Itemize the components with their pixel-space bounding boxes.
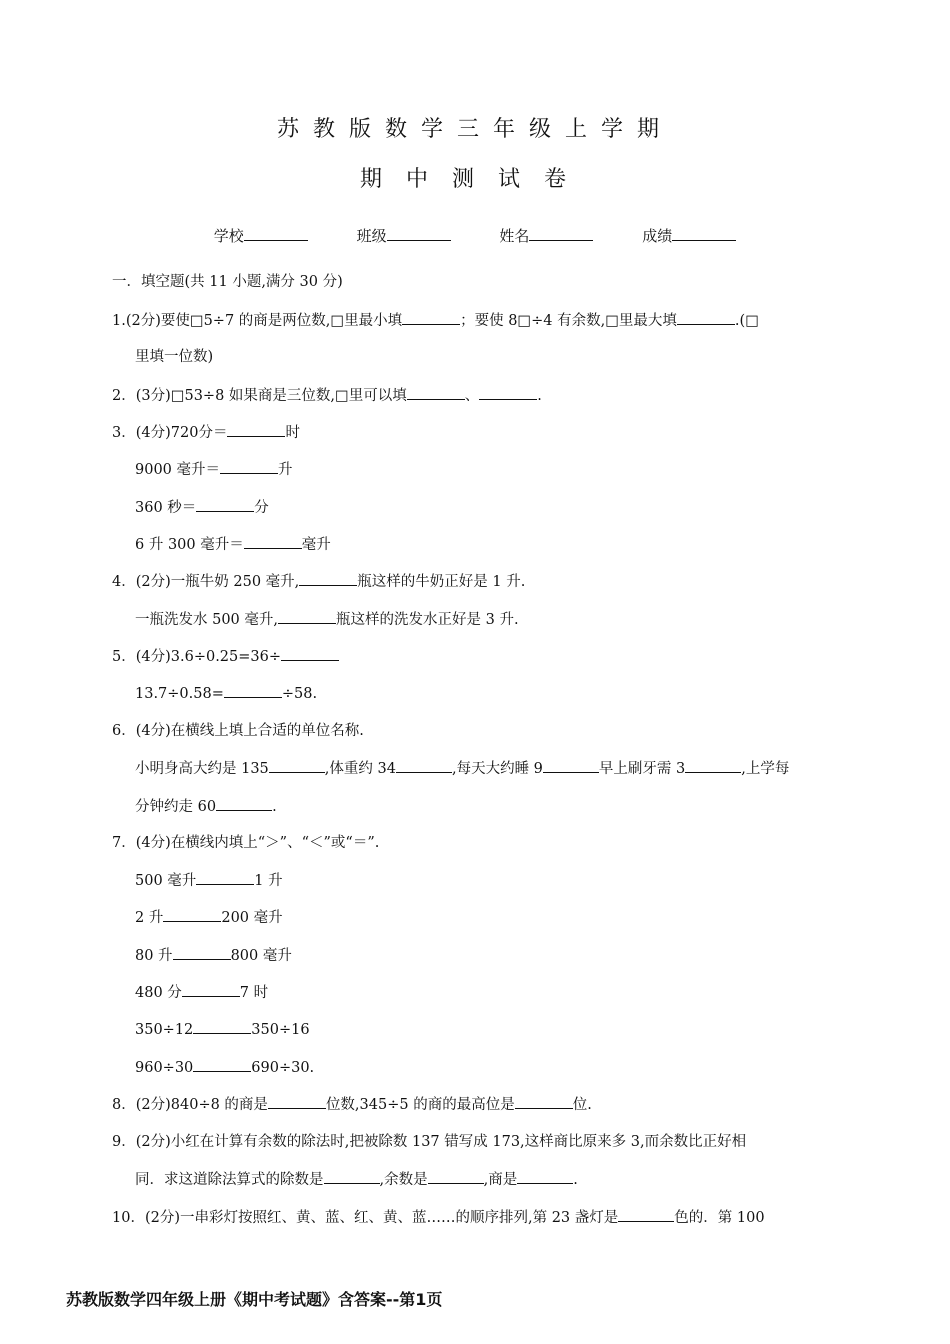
- question-8: 8．(2分)840÷8 的商是 位数,345÷5 的商的最高位是 位.: [112, 1094, 592, 1115]
- question-9-continued: 同．求这道除法算式的除数是 ,余数是 ,商是 .: [135, 1169, 578, 1190]
- question-3-part-c: 360 秒＝ 分: [135, 497, 269, 518]
- answer-blank: [173, 945, 231, 960]
- page-footer: 苏教版数学四年级上册《期中考试题》含答案--第1页: [66, 1290, 443, 1309]
- question-7-item: 960÷30 690÷30.: [135, 1057, 314, 1078]
- answer-blank: [196, 497, 254, 512]
- answer-blank: [517, 1169, 573, 1184]
- answer-blank: [244, 534, 302, 549]
- answer-blank: [299, 571, 357, 586]
- title-line-1: 苏教版数学三年级上学期: [276, 117, 673, 142]
- answer-blank: [224, 683, 282, 698]
- question-1-continued: 里填一位数): [135, 349, 214, 365]
- answer-blank: [515, 1094, 573, 1109]
- answer-blank: [193, 1019, 251, 1034]
- question-6-line-3: 分钟约走 60 .: [135, 796, 277, 817]
- question-9: 9．(2分)小红在计算有余数的除法时,把被除数 137 错写成 173,这样商比原来多 3,而余数比正好相: [112, 1134, 747, 1150]
- question-3: 3．(4分)720分＝ 时: [112, 422, 300, 443]
- question-2: 2．(3分)□53÷8 如果商是三位数,□里可以填 、 .: [112, 385, 542, 406]
- answer-blank: [193, 1057, 251, 1072]
- answer-blank: [324, 1169, 380, 1184]
- answer-blank: [281, 646, 339, 661]
- answer-blank: [543, 758, 599, 773]
- question-7-item: 480 分 7 时: [135, 982, 268, 1003]
- answer-blank: [402, 310, 460, 325]
- question-1: 1.(2分)要使□5÷7 的商是两位数,□里最小填 ；要使 8□÷4 有余数,□里最大填 .(□: [112, 310, 759, 331]
- school-blank: [244, 228, 308, 241]
- answer-blank: [182, 982, 240, 997]
- question-5: 5．(4分)3.6÷0.25=36÷: [112, 646, 339, 667]
- question-7-item: 350÷12 350÷16: [135, 1019, 310, 1040]
- student-info-row: [0, 225, 950, 246]
- answer-blank: [407, 385, 465, 400]
- school-field: 学校: [214, 225, 308, 246]
- answer-blank: [618, 1207, 674, 1222]
- answer-blank: [196, 870, 254, 885]
- question-7-item: 2 升 200 毫升: [135, 907, 283, 928]
- question-4-part-b: 一瓶洗发水 500 毫升, 瓶这样的洗发水正好是 3 升.: [135, 609, 519, 630]
- title-line-2: 期中测试卷: [359, 167, 590, 192]
- name-field: 姓名: [499, 225, 593, 246]
- score-field: 成绩: [642, 225, 736, 246]
- answer-blank: [428, 1169, 484, 1184]
- answer-blank: [479, 385, 537, 400]
- name-blank: [529, 228, 593, 241]
- section-heading: 一．填空题(共 11 小题,满分 30 分): [112, 274, 343, 290]
- class-field: 班级: [357, 225, 451, 246]
- answer-blank: [269, 758, 325, 773]
- question-7-item: 80 升 800 毫升: [135, 945, 292, 966]
- class-blank: [387, 228, 451, 241]
- answer-blank: [163, 907, 221, 922]
- question-6-line-2: 小明身高大约是 135 ,体重约 34 ,每天大约睡 9 早上刷牙需 3 ,上学每: [135, 758, 789, 779]
- answer-blank: [227, 422, 285, 437]
- answer-blank: [396, 758, 452, 773]
- question-7: 7．(4分)在横线内填上“＞”、“＜”或“＝”.: [112, 835, 380, 851]
- question-10: 10．(2分)一串彩灯按照红、黄、蓝、红、黄、蓝……的顺序排列,第 23 盏灯是 色的．第 100: [112, 1207, 765, 1228]
- answer-blank: [216, 796, 272, 811]
- answer-blank: [677, 310, 735, 325]
- answer-blank: [268, 1094, 326, 1109]
- answer-blank: [685, 758, 741, 773]
- question-3-part-b: 9000 毫升＝ 升: [135, 459, 293, 480]
- question-5-part-b: 13.7÷0.58= ÷58.: [135, 683, 317, 704]
- question-4: 4．(2分)一瓶牛奶 250 毫升, 瓶这样的牛奶正好是 1 升.: [112, 571, 525, 592]
- score-blank: [672, 228, 736, 241]
- question-7-item: 500 毫升 1 升: [135, 870, 283, 891]
- question-6: 6．(4分)在横线上填上合适的单位名称.: [112, 723, 364, 739]
- answer-blank: [220, 459, 278, 474]
- answer-blank: [278, 609, 336, 624]
- question-3-part-d: 6 升 300 毫升＝ 毫升: [135, 534, 331, 555]
